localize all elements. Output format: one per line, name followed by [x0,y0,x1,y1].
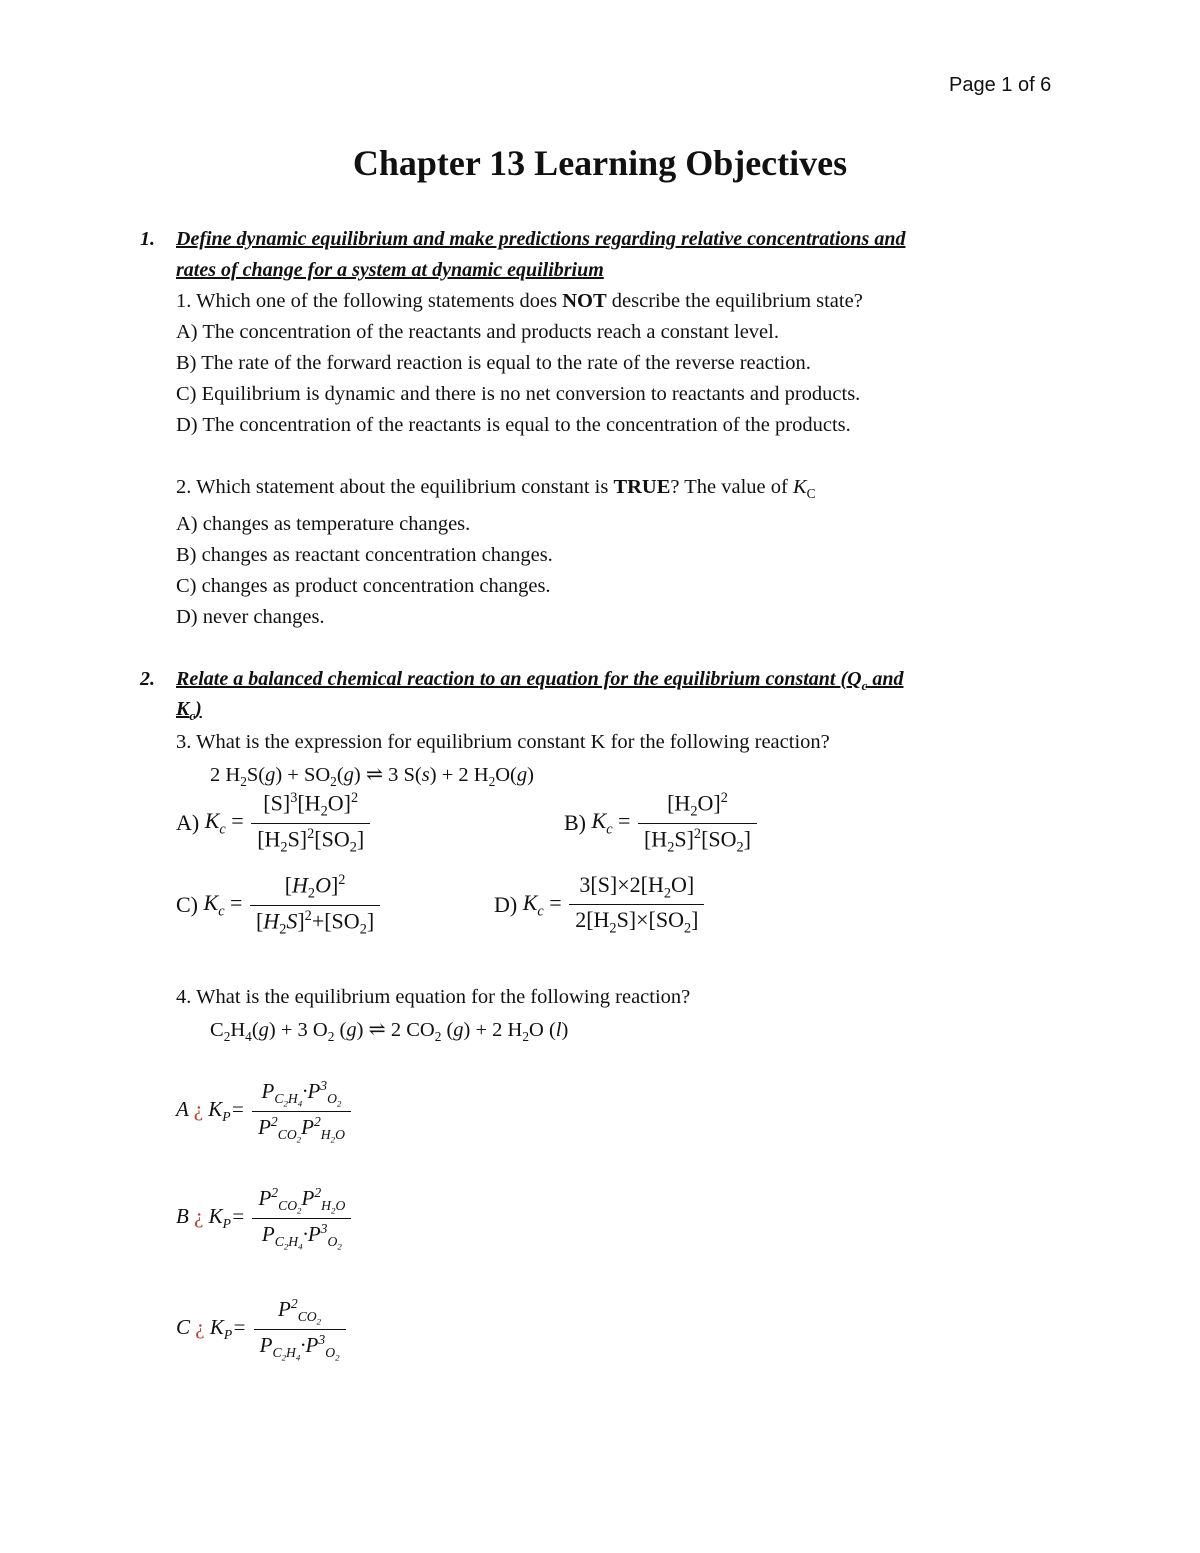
q1-option-d: D) The concentration of the reactants is equal to the concentration of the products. [176,414,851,436]
kp-fraction-c: $\frac{P^2_{CO_2}}{P_{C_2H_4}\cdot P^3_{O_2}}$ [254,1296,346,1363]
q3-option-a: A) $K_c$ = $\frac{[S]^3[H_2O]^2}{[H_2S]^2[SO_2]}$ [176,790,370,856]
kp-fraction-b: $\frac{P^2_{CO_2}P^2_{H_2O}}{P_{C_2H_4}\cdot P^3_{O_2}}$ [252,1185,351,1252]
question-3-stem: 3. What is the expression for equilibrium constant K for the following reaction? [176,731,830,753]
q4-option-b: B ¿ $K_P=$ $\frac{P^2_{CO_2}P^2_{H_2O}}{P_{C_2H_4}\cdot P^3_{O_2}}$ [176,1185,351,1252]
objective-1-line2: rates of change for a system at dynamic equilibrium [176,259,604,281]
objective-number: 1. [140,228,155,250]
garbled-glyph: ¿ [193,1097,204,1122]
q3-option-c: C) $K_c$ = $\frac{[H_2O]^2}{[H_2S]^2+[SO_2]}$ [176,872,380,938]
q3-option-b: B) $K_c$ = $\frac{[H_2O]^2}{[H_2S]^2[SO_2]}$ [564,790,757,856]
q2-option-c: C) changes as product concentration changes. [176,575,551,597]
objective-text: Define dynamic equilibrium and make predictions regarding relative concentrations and [176,228,906,250]
q4-option-c: C ¿ $K_P=$ $\frac{P^2_{CO_2}}{P_{C_2H_4}\cdot P^3_{O_2}}$ [176,1296,346,1363]
page-number: Page 1 of 6 [949,74,1052,96]
q1-option-c: C) Equilibrium is dynamic and there is no net conversion to reactants and products. [176,383,861,405]
q1-option-b: B) The rate of the forward reaction is equal to the rate of the reverse reaction. [176,352,811,374]
kc-fraction-b: $\frac{[H_2O]^2}{[H_2S]^2[SO_2]}$ [638,790,757,856]
objective-1 [140,228,905,251]
reaction-equation-q4: $C_2H_4(g) + 3$ $O_2$ (g) ⇌ 2 $CO_2$ (g) + 2 $H_2O$ (l) [210,1019,569,1045]
kc-fraction-d: $\frac{3[S]\times 2[H_2O]}{2[H_2S]\times[SO_2]}$ [569,872,704,938]
reaction-equation-q3: 2 $H_2S(g) + SO_2(g)$ ⇌ 3 S(s) + 2 $H_2O(g)$ [210,764,534,790]
q2-option-d: D) never changes. [176,606,325,628]
q2-option-b: B) changes as reactant concentration changes. [176,544,553,566]
q2-option-a: A) changes as temperature changes. [176,513,471,535]
question-1-stem: 1. Which one of the following statements does NOT describe the equilibrium state? [176,290,863,312]
kp-fraction-a: $\frac{P_{C_2H_4}\cdot P^3_{O_2}}{P^2_{CO_2}P^2_{H_2O}}$ [252,1078,351,1145]
objective-2-line2: $K_c$) [176,698,202,723]
question-4-stem: 4. What is the equilibrium equation for the following reaction? [176,986,691,1008]
kc-fraction-a: $\frac{[S]^3[H_2O]^2}{[H_2S]^2[SO_2]}$ [251,790,370,856]
q1-option-a: A) The concentration of the reactants and products reach a constant level. [176,321,779,343]
question-2-stem: 2. Which statement about the equilibrium constant is TRUE? The value of $K_C$ [176,476,816,502]
page-title: Chapter 13 Learning Objectives [352,143,848,183]
q4-option-a: A ¿ $K_P=$ $\frac{P_{C_2H_4}\cdot P^3_{O_2}}{P^2_{CO_2}P^2_{H_2O}}$ [176,1078,351,1145]
objective-2: 2. Relate a balanced chemical reaction to an equation for the equilibrium constant ($Q_c$ and [140,668,904,693]
kc-fraction-c: $\frac{[H_2O]^2}{[H_2S]^2+[SO_2]}$ [250,872,380,938]
q3-option-d: D) $K_c$ = $\frac{3[S]\times 2[H_2O]}{2[H_2S]\times[SO_2]}$ [494,872,704,938]
